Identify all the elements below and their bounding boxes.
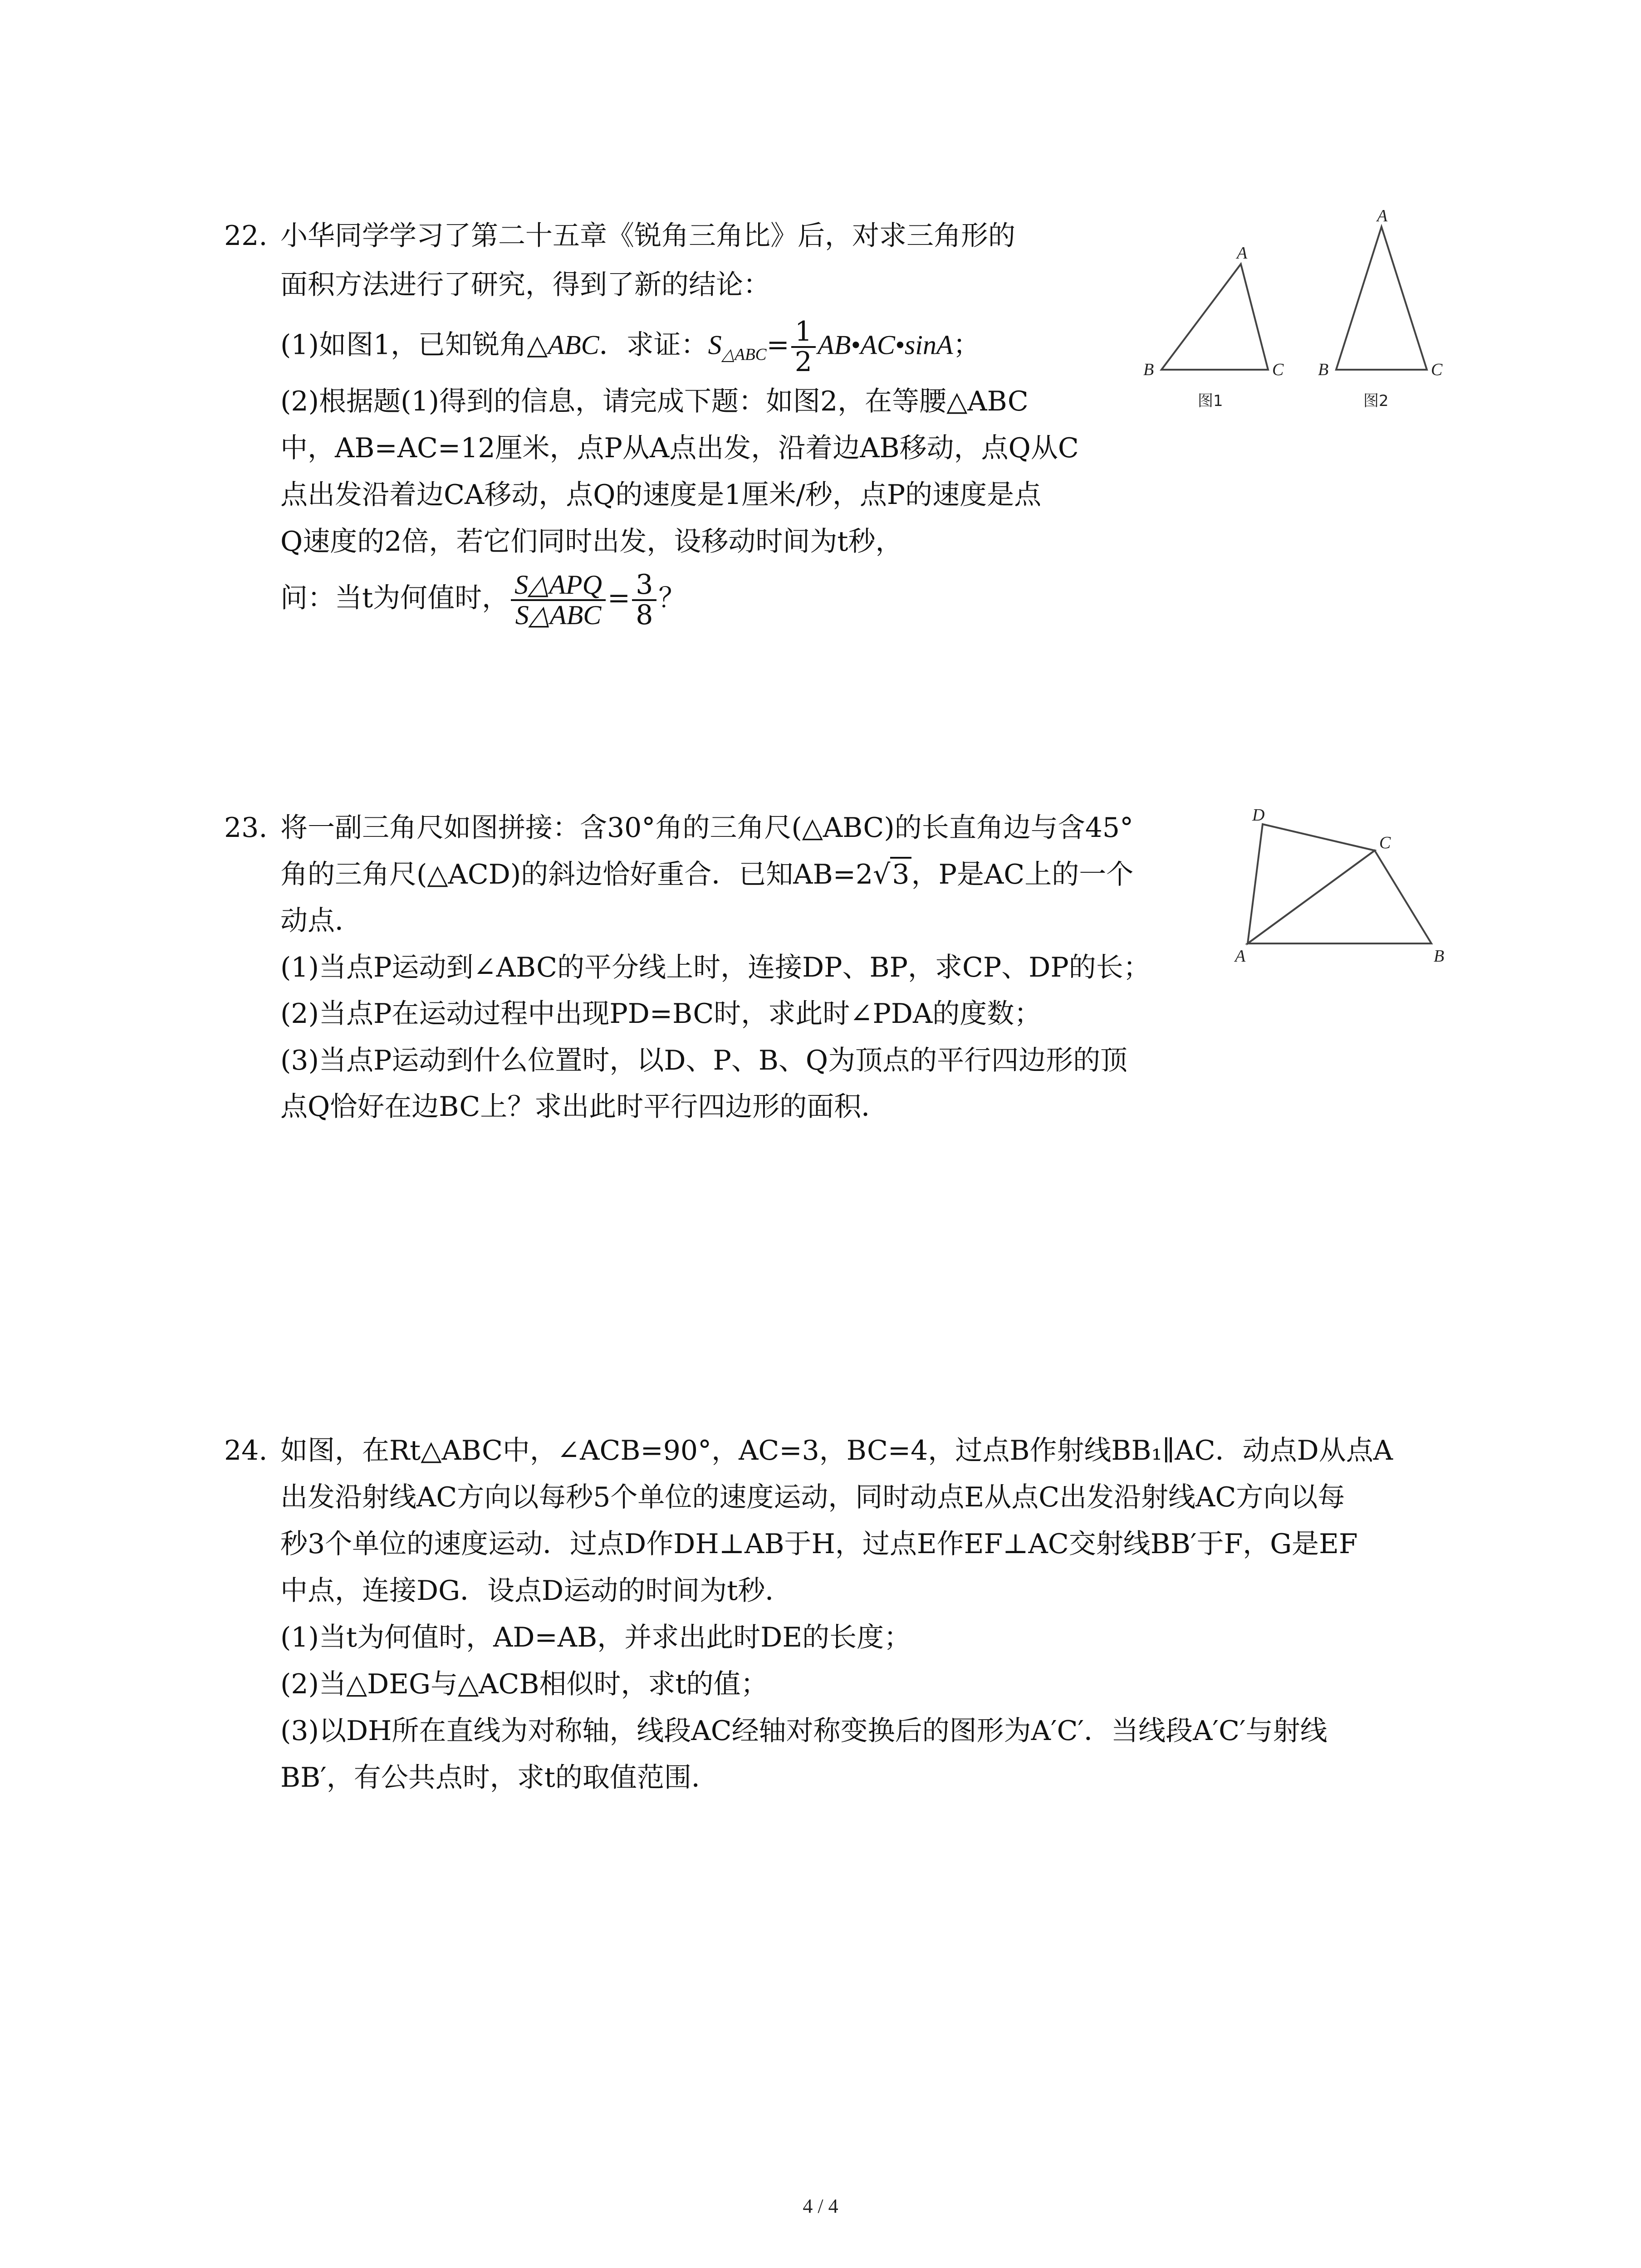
q22-line-7: Q速度的2倍，若它们同时出发，设移动时间为t秒， (280, 526, 903, 557)
q22-fig1-label-a: A (1237, 244, 1248, 263)
q22-l8-fraction (632, 571, 656, 630)
q23-l2-post: ，P是AC上的一个 (911, 859, 1134, 890)
q22-line-1: 小华同学学习了第二十五章《锐角三角比》后，对求三角形的 (280, 220, 1015, 252)
q23-line-2 (280, 861, 1133, 888)
q24-line-3: 秒3个单位的速度运动．过点D作DH⊥AB于H，过点E作EF⊥AC交射线BB′于F，G是EF (280, 1528, 1358, 1560)
q23-label-a: A (1235, 947, 1246, 966)
page-number: 4 / 4 (803, 2195, 838, 2217)
q23-label-d: D (1252, 806, 1265, 825)
q22-l8-den: S△ABC (515, 600, 602, 630)
q22-fig2-label-b: B (1318, 360, 1329, 379)
q24-number: 24. (224, 1435, 268, 1466)
q23-line-7: 点Q恰好在边BC上？求出此时平行四边形的面积． (280, 1091, 889, 1123)
q22-l3-eq: = (766, 329, 789, 361)
q22-line-4: (2)根据题(1)得到的信息，请完成下题：如图2，在等腰△ABC (280, 386, 1029, 417)
q23-sqrt-radicand: 3 (890, 857, 911, 890)
q23-figure (1225, 805, 1461, 973)
q23-line-6: (3)当点P运动到什么位置时，以D、P、B、Q为顶点的平行四边形的顶 (280, 1045, 1128, 1076)
q22-l3-pre: (1)如图1，已知锐角△ (280, 329, 548, 361)
q22-fig1-label-b: B (1143, 360, 1154, 379)
q22-line-5: 中，AB=AC=12厘米，点P从A点出发，沿着边AB移动，点Q从C (280, 432, 1079, 464)
q22-fig1-triangle (1161, 264, 1268, 370)
q23-sqrt-sign: √ (873, 859, 891, 890)
q24-line-7: (3)以DH所在直线为对称轴，线段AC经轴对称变换后的图形为A′C′．当线段A′C′与射线 (280, 1715, 1327, 1747)
q22-figures (1130, 206, 1465, 424)
q22-fig2-triangle (1336, 227, 1427, 370)
q22-line-3 (280, 318, 980, 376)
q22-l8-pre: 问：当t为何值时， (280, 582, 509, 614)
q23-l2-pre: 角的三角尺(△ACD)的斜边恰好重合．已知AB=2 (280, 859, 873, 890)
q23-line-5: (2)当点P在运动过程中出现PD=BC时，求此时∠PDA的度数； (280, 998, 1042, 1030)
q23-line-1: 将一副三角尺如图拼接：含30°角的三角尺(△ABC)的长直角边与含45° (280, 812, 1134, 844)
q23-number: 23. (224, 812, 268, 844)
q22-l3-fraction (791, 318, 816, 376)
q22-l3-abc: ABC (548, 330, 599, 360)
q24-line-8: BB′，有公共点时，求t的取值范围． (280, 1762, 719, 1794)
q24-line-2: 出发沿射线AC方向以每秒5个单位的速度运动，同时动点E从点C出发沿射线AC方向以每 (280, 1481, 1345, 1513)
q23-line-3: 动点． (280, 905, 362, 937)
q22-fig2-label-a: A (1377, 206, 1388, 225)
q23-triangle-acd (1248, 824, 1375, 943)
q22-l8-frac-num: 3 (632, 571, 656, 601)
q22-line-8 (280, 571, 686, 630)
q23-line-4: (1)当点P运动到∠ABC的平分线上时，连接DP、BP，求CP、DP的长； (280, 952, 1151, 983)
q23-triangle-abc (1248, 850, 1431, 943)
q24-line-4: 中点，连接DG．设点D运动的时间为t秒． (280, 1575, 793, 1607)
q22-fig2-caption: 图2 (1363, 392, 1389, 410)
q22-l3-end: ； (953, 329, 980, 361)
q22-figure-1 (1143, 244, 1284, 410)
q22-line-6: 点出发沿着边CA移动，点Q的速度是1厘米/秒，点P的速度是点 (280, 479, 1042, 511)
q22-fig1-caption: 图1 (1198, 392, 1223, 410)
q22-l8-num: S△APQ (511, 571, 606, 601)
q24-line-5: (1)当t为何值时，AD=AB，并求出此时DE的长度； (280, 1622, 911, 1653)
q22-l3-frac-num: 1 (791, 318, 816, 348)
q23-sqrt (873, 861, 911, 888)
q22-l8-ratio (511, 571, 606, 630)
q22-l3-post: AB•AC•sinA (817, 330, 953, 360)
q22-l3-mid: ．求证： (599, 329, 708, 361)
q22-l8-eq: = (607, 582, 631, 614)
q22-l3-frac-den: 2 (794, 346, 812, 378)
q22-l3-sub: △ABC (721, 345, 767, 364)
q22-figure-2 (1318, 206, 1443, 410)
q24-line-1: 如图，在Rt△ABC中，∠ACB=90°，AC=3，BC=4，过点B作射线BB₁∥AC．动点D从点A (280, 1435, 1393, 1466)
q23-label-b: B (1434, 947, 1445, 966)
q24-line-6: (2)当△DEG与△ACB相似时，求t的值； (280, 1668, 768, 1700)
q22-fig1-label-c: C (1272, 360, 1284, 379)
q22-l3-S: S (708, 330, 722, 360)
q22-l8-end: ？ (658, 582, 686, 614)
q22-l8-frac-den: 8 (636, 599, 653, 631)
q22-number: 22. (224, 220, 268, 252)
q23-label-c: C (1379, 833, 1391, 852)
q22-line-2: 面积方法进行了研究，得到了新的结论： (280, 269, 770, 301)
q22-fig2-label-c: C (1431, 360, 1443, 379)
